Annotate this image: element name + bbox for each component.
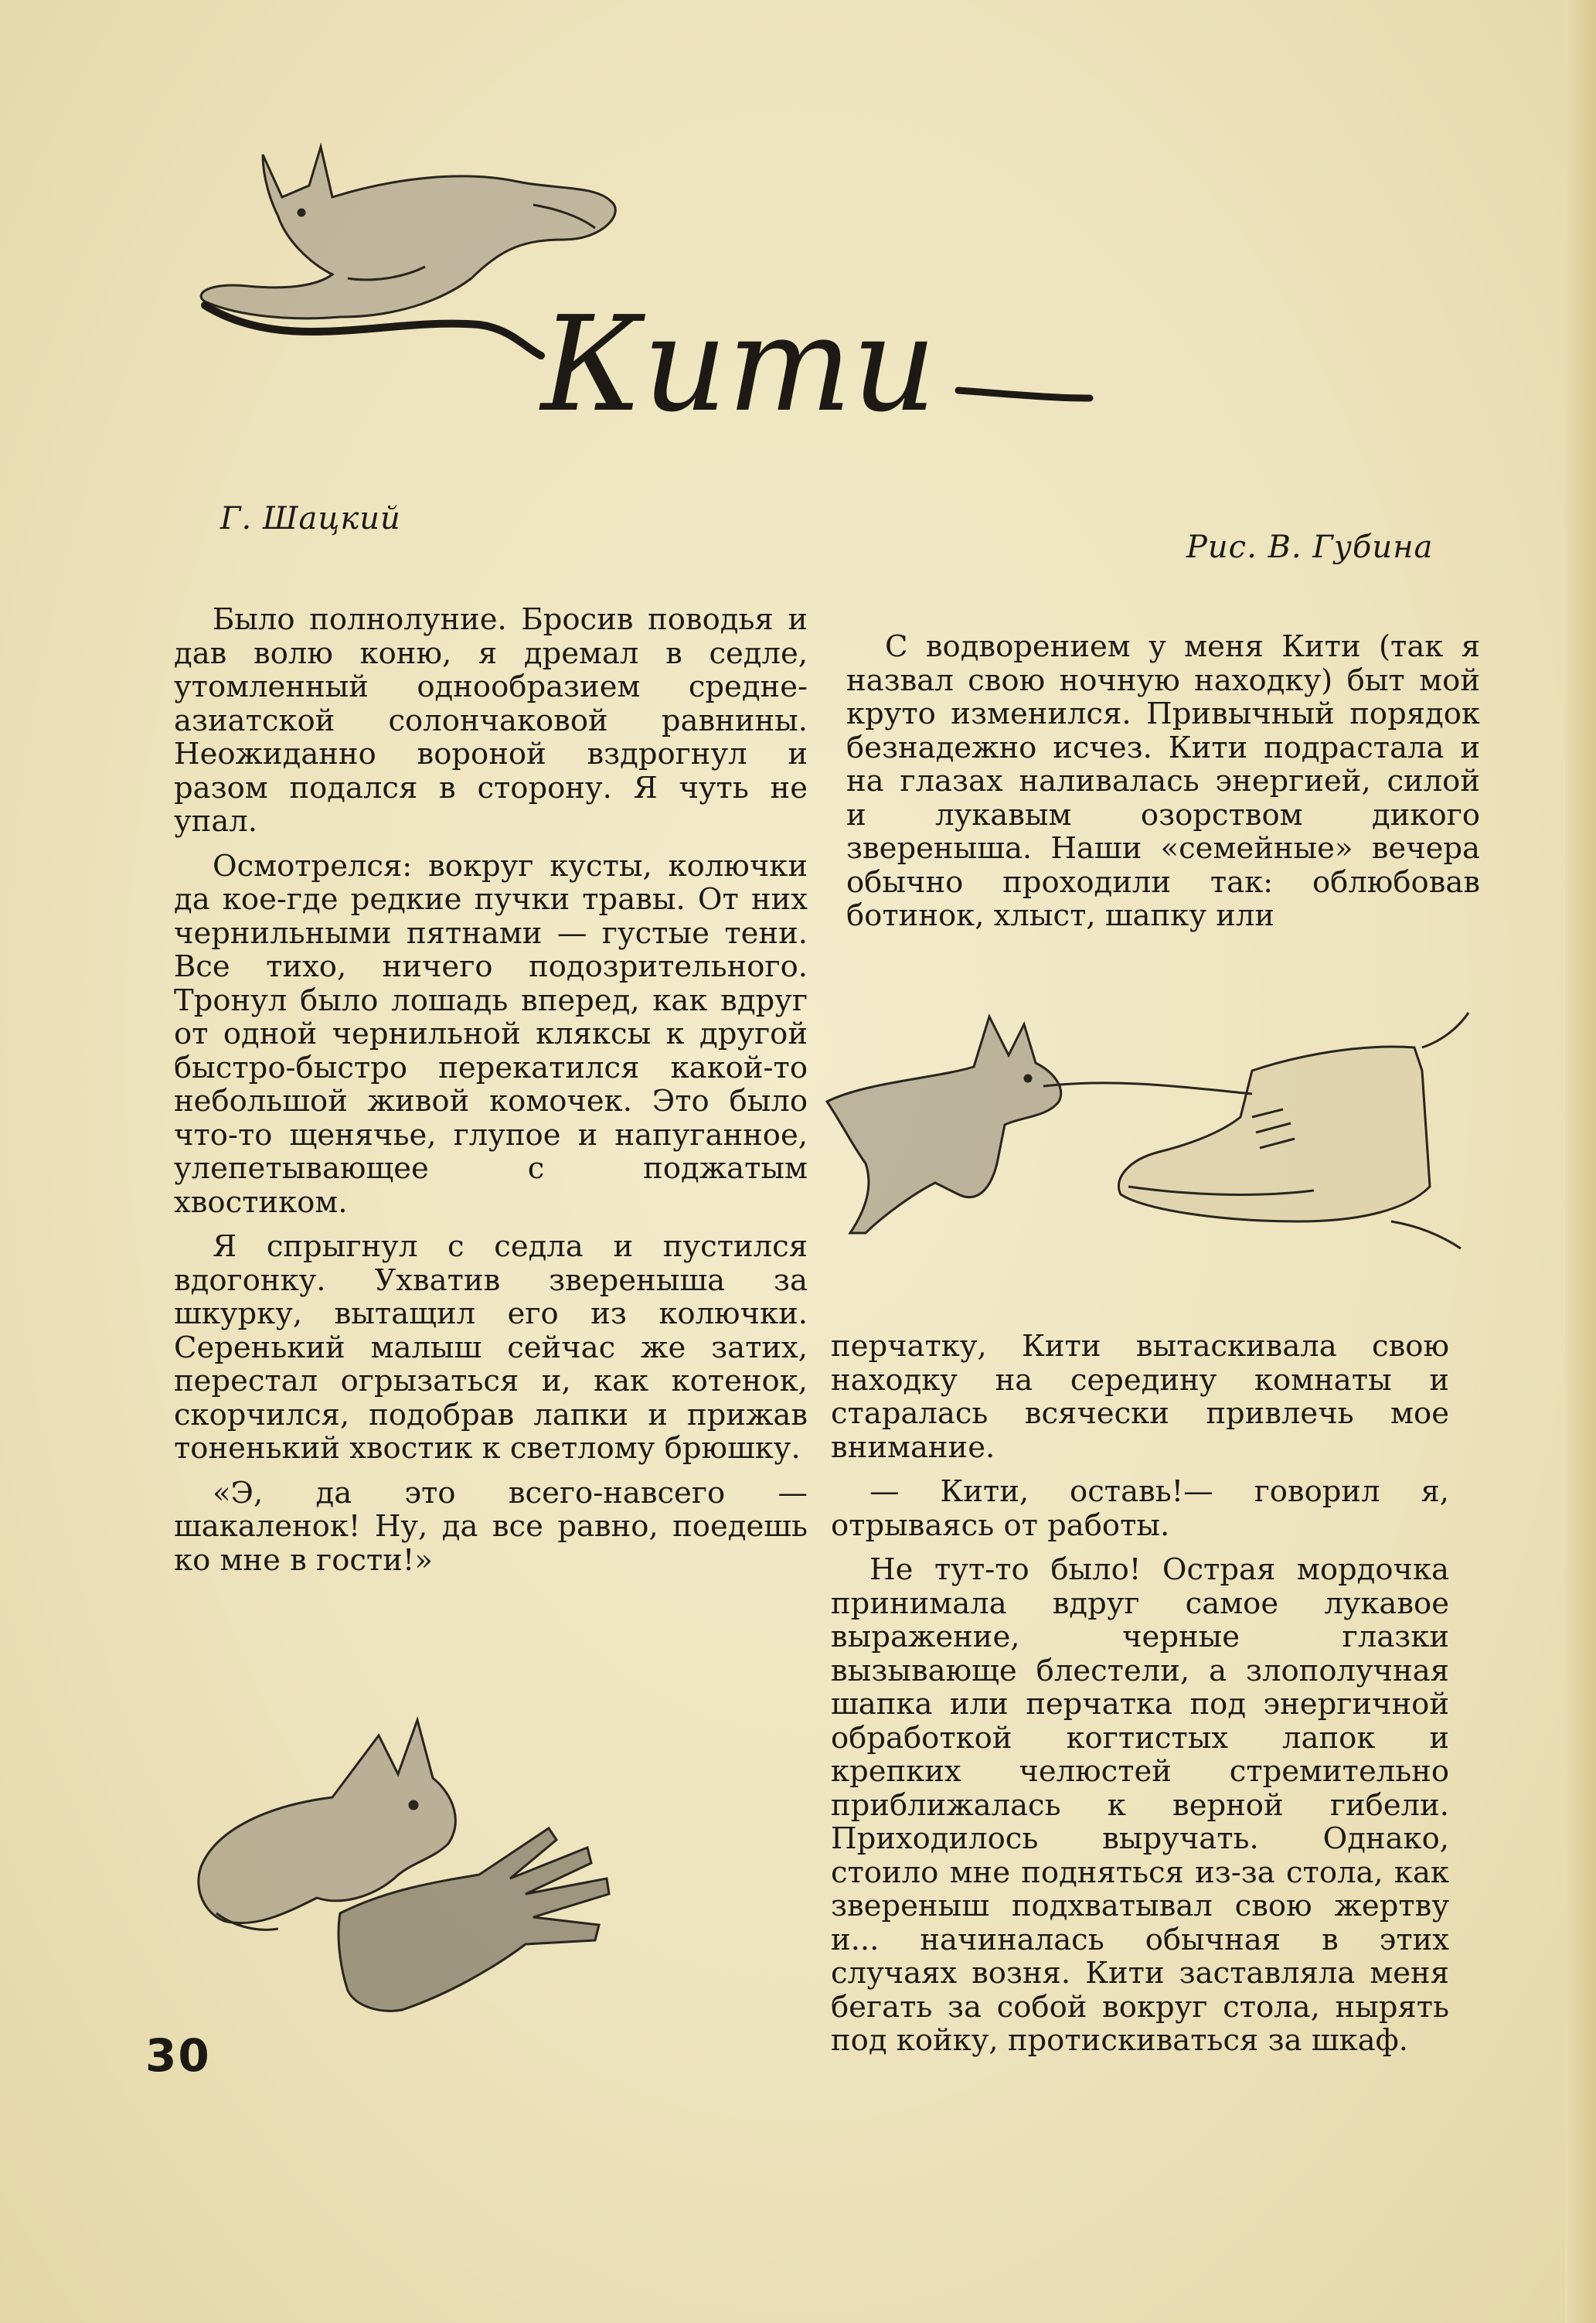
page-number: 30 bbox=[145, 2029, 211, 2082]
jackal-with-boot-illustration bbox=[819, 1001, 1484, 1256]
page-edge bbox=[1565, 0, 1596, 2323]
paragraph: С водворением у меня Кити (так я назвал свою ночную находку) быт мой круто изменился. Привычный порядок безнадежно исчез. Кити подрастала и на глазах наливалась энергией, силой и лукавым озорством дикого звереныша. Наши «семейные» вечера обычно проходили так: облюбовав ботинок, хлыст, шапку или bbox=[846, 629, 1480, 933]
jackal-with-glove-illustration bbox=[185, 1712, 680, 2018]
paragraph: Осмотрелся: вокруг кусты, колючки да кое-где редкие пучки травы. От них чернильными пятнами — густые тени. Все тихо, ничего подозрительного. Тронул было лошадь вперед, как вдруг от одной чернильной кляксы к другой быстро-быстро перекатился какой-то небольшой живой комочек. Это было что-то щенячье, глупое и напуганное, улепетывающее с поджатым хвостиком. bbox=[174, 848, 808, 1220]
paragraph: «Э, да это всего-навсего — шакаленок! Ну, да все равно, поедешь ко мне в гости!» bbox=[174, 1475, 808, 1578]
illustrator-credit: Рис. В. Губина bbox=[1186, 530, 1434, 565]
paragraph: — Кити, оставь!— говорил я, отрываясь от работы. bbox=[831, 1474, 1449, 1543]
left-column bbox=[174, 603, 808, 1588]
right-column-bottom bbox=[831, 1330, 1449, 2069]
title-header bbox=[193, 124, 1105, 448]
paragraph: Было полнолуние. Бросив поводья и дав волю коню, я дремал в седле, утомленный однообразием средне-азиатской солончаковой равнины. Неожиданно вороной вздрогнул и разом подался в сторону. Я чуть не упал. bbox=[174, 602, 808, 839]
title-text: Кити bbox=[541, 288, 937, 441]
paragraph: Не тут-то было! Острая мордочка принимала вдруг самое лукавое выражение, черные глазки вызывающе блестели, а злополучная шапка или перчатка под энергичной обработкой когтистых лапок и крепких челюстей стремительно приближалась к верной гибели. Приходилось выручать. Однако, стоило мне подняться из-за стола, как звереныш подхватывал свою жертву и... начиналась обычная в этих случаях возня. Кити заставляла меня бегать за собой вокруг стола, нырять под койку, протискиваться за шкаф. bbox=[831, 1552, 1449, 2058]
right-column-top bbox=[846, 630, 1480, 944]
title-illustration bbox=[193, 124, 1105, 448]
title-underline bbox=[958, 390, 1090, 398]
paragraph: Я спрыгнул с седла и пустился вдогонку. Ухватив звереныша за шкурку, вытащил его из колючки. Серенький малыш сейчас же затих, перестал огрызаться и, как котенок, скорчился, подобрав лапки и прижав тоненький хвостик к светлому брюшку. bbox=[174, 1229, 808, 1466]
author-name: Г. Шацкий bbox=[220, 501, 401, 536]
paragraph: перчатку, Кити вытаскивала свою находку на середину комнаты и старалась всячески привлечь мое внимание. bbox=[831, 1329, 1449, 1465]
